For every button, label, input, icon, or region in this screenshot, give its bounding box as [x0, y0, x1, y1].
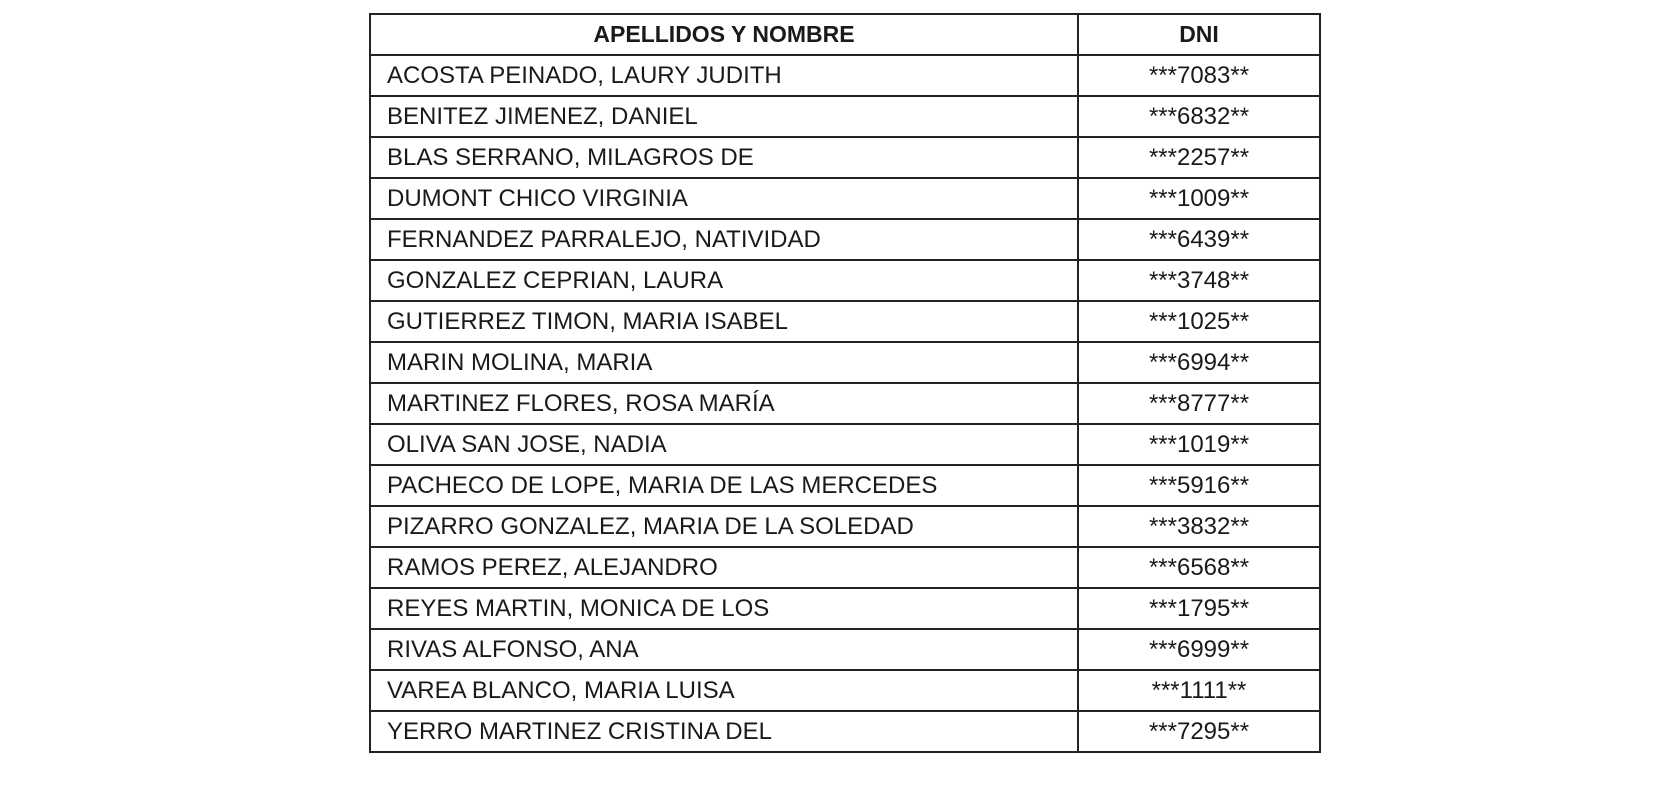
table-row [370, 137, 1320, 178]
table-row [370, 424, 1320, 465]
dni-cell: ***6832** [1078, 96, 1320, 137]
dni-cell: ***3832** [1078, 506, 1320, 547]
dni-cell: ***7083** [1078, 55, 1320, 96]
table-row [370, 219, 1320, 260]
table-row [370, 55, 1320, 96]
dni-cell: ***6999** [1078, 629, 1320, 670]
table-row [370, 465, 1320, 506]
name-cell: OLIVA SAN JOSE, NADIA [370, 424, 1078, 465]
name-cell: REYES MARTIN, MONICA DE LOS [370, 588, 1078, 629]
dni-cell: ***1111** [1078, 670, 1320, 711]
name-cell: YERRO MARTINEZ CRISTINA DEL [370, 711, 1078, 752]
name-cell: GONZALEZ CEPRIAN, LAURA [370, 260, 1078, 301]
name-cell: BLAS SERRANO, MILAGROS DE [370, 137, 1078, 178]
table-row [370, 96, 1320, 137]
name-cell: RAMOS PEREZ, ALEJANDRO [370, 547, 1078, 588]
table-row [370, 301, 1320, 342]
dni-cell: ***2257** [1078, 137, 1320, 178]
dni-cell: ***6568** [1078, 547, 1320, 588]
name-cell: MARIN MOLINA, MARIA [370, 342, 1078, 383]
name-cell: PIZARRO GONZALEZ, MARIA DE LA SOLEDAD [370, 506, 1078, 547]
table-row [370, 260, 1320, 301]
names-dni-table [369, 13, 1321, 753]
dni-cell: ***1009** [1078, 178, 1320, 219]
table-row [370, 588, 1320, 629]
dni-cell: ***1019** [1078, 424, 1320, 465]
table-row [370, 547, 1320, 588]
header-dni: DNI [1078, 14, 1320, 55]
header-name: APELLIDOS Y NOMBRE [370, 14, 1078, 55]
dni-cell: ***1025** [1078, 301, 1320, 342]
table-row [370, 629, 1320, 670]
table-header [370, 14, 1320, 55]
dni-cell: ***8777** [1078, 383, 1320, 424]
name-cell: VAREA BLANCO, MARIA LUISA [370, 670, 1078, 711]
table-row [370, 711, 1320, 752]
name-cell: FERNANDEZ PARRALEJO, NATIVIDAD [370, 219, 1078, 260]
table-row [370, 178, 1320, 219]
name-cell: PACHECO DE LOPE, MARIA DE LAS MERCEDES [370, 465, 1078, 506]
header-row [370, 14, 1320, 55]
name-cell: ACOSTA PEINADO, LAURY JUDITH [370, 55, 1078, 96]
name-cell: BENITEZ JIMENEZ, DANIEL [370, 96, 1078, 137]
dni-cell: ***6439** [1078, 219, 1320, 260]
table-row [370, 383, 1320, 424]
dni-cell: ***1795** [1078, 588, 1320, 629]
name-cell: GUTIERREZ TIMON, MARIA ISABEL [370, 301, 1078, 342]
name-cell: DUMONT CHICO VIRGINIA [370, 178, 1078, 219]
dni-cell: ***5916** [1078, 465, 1320, 506]
table-row [370, 506, 1320, 547]
dni-cell: ***6994** [1078, 342, 1320, 383]
table-row [370, 342, 1320, 383]
dni-cell: ***7295** [1078, 711, 1320, 752]
name-cell: MARTINEZ FLORES, ROSA MARÍA [370, 383, 1078, 424]
table-row [370, 670, 1320, 711]
table-body [370, 55, 1320, 752]
name-cell: RIVAS ALFONSO, ANA [370, 629, 1078, 670]
dni-cell: ***3748** [1078, 260, 1320, 301]
